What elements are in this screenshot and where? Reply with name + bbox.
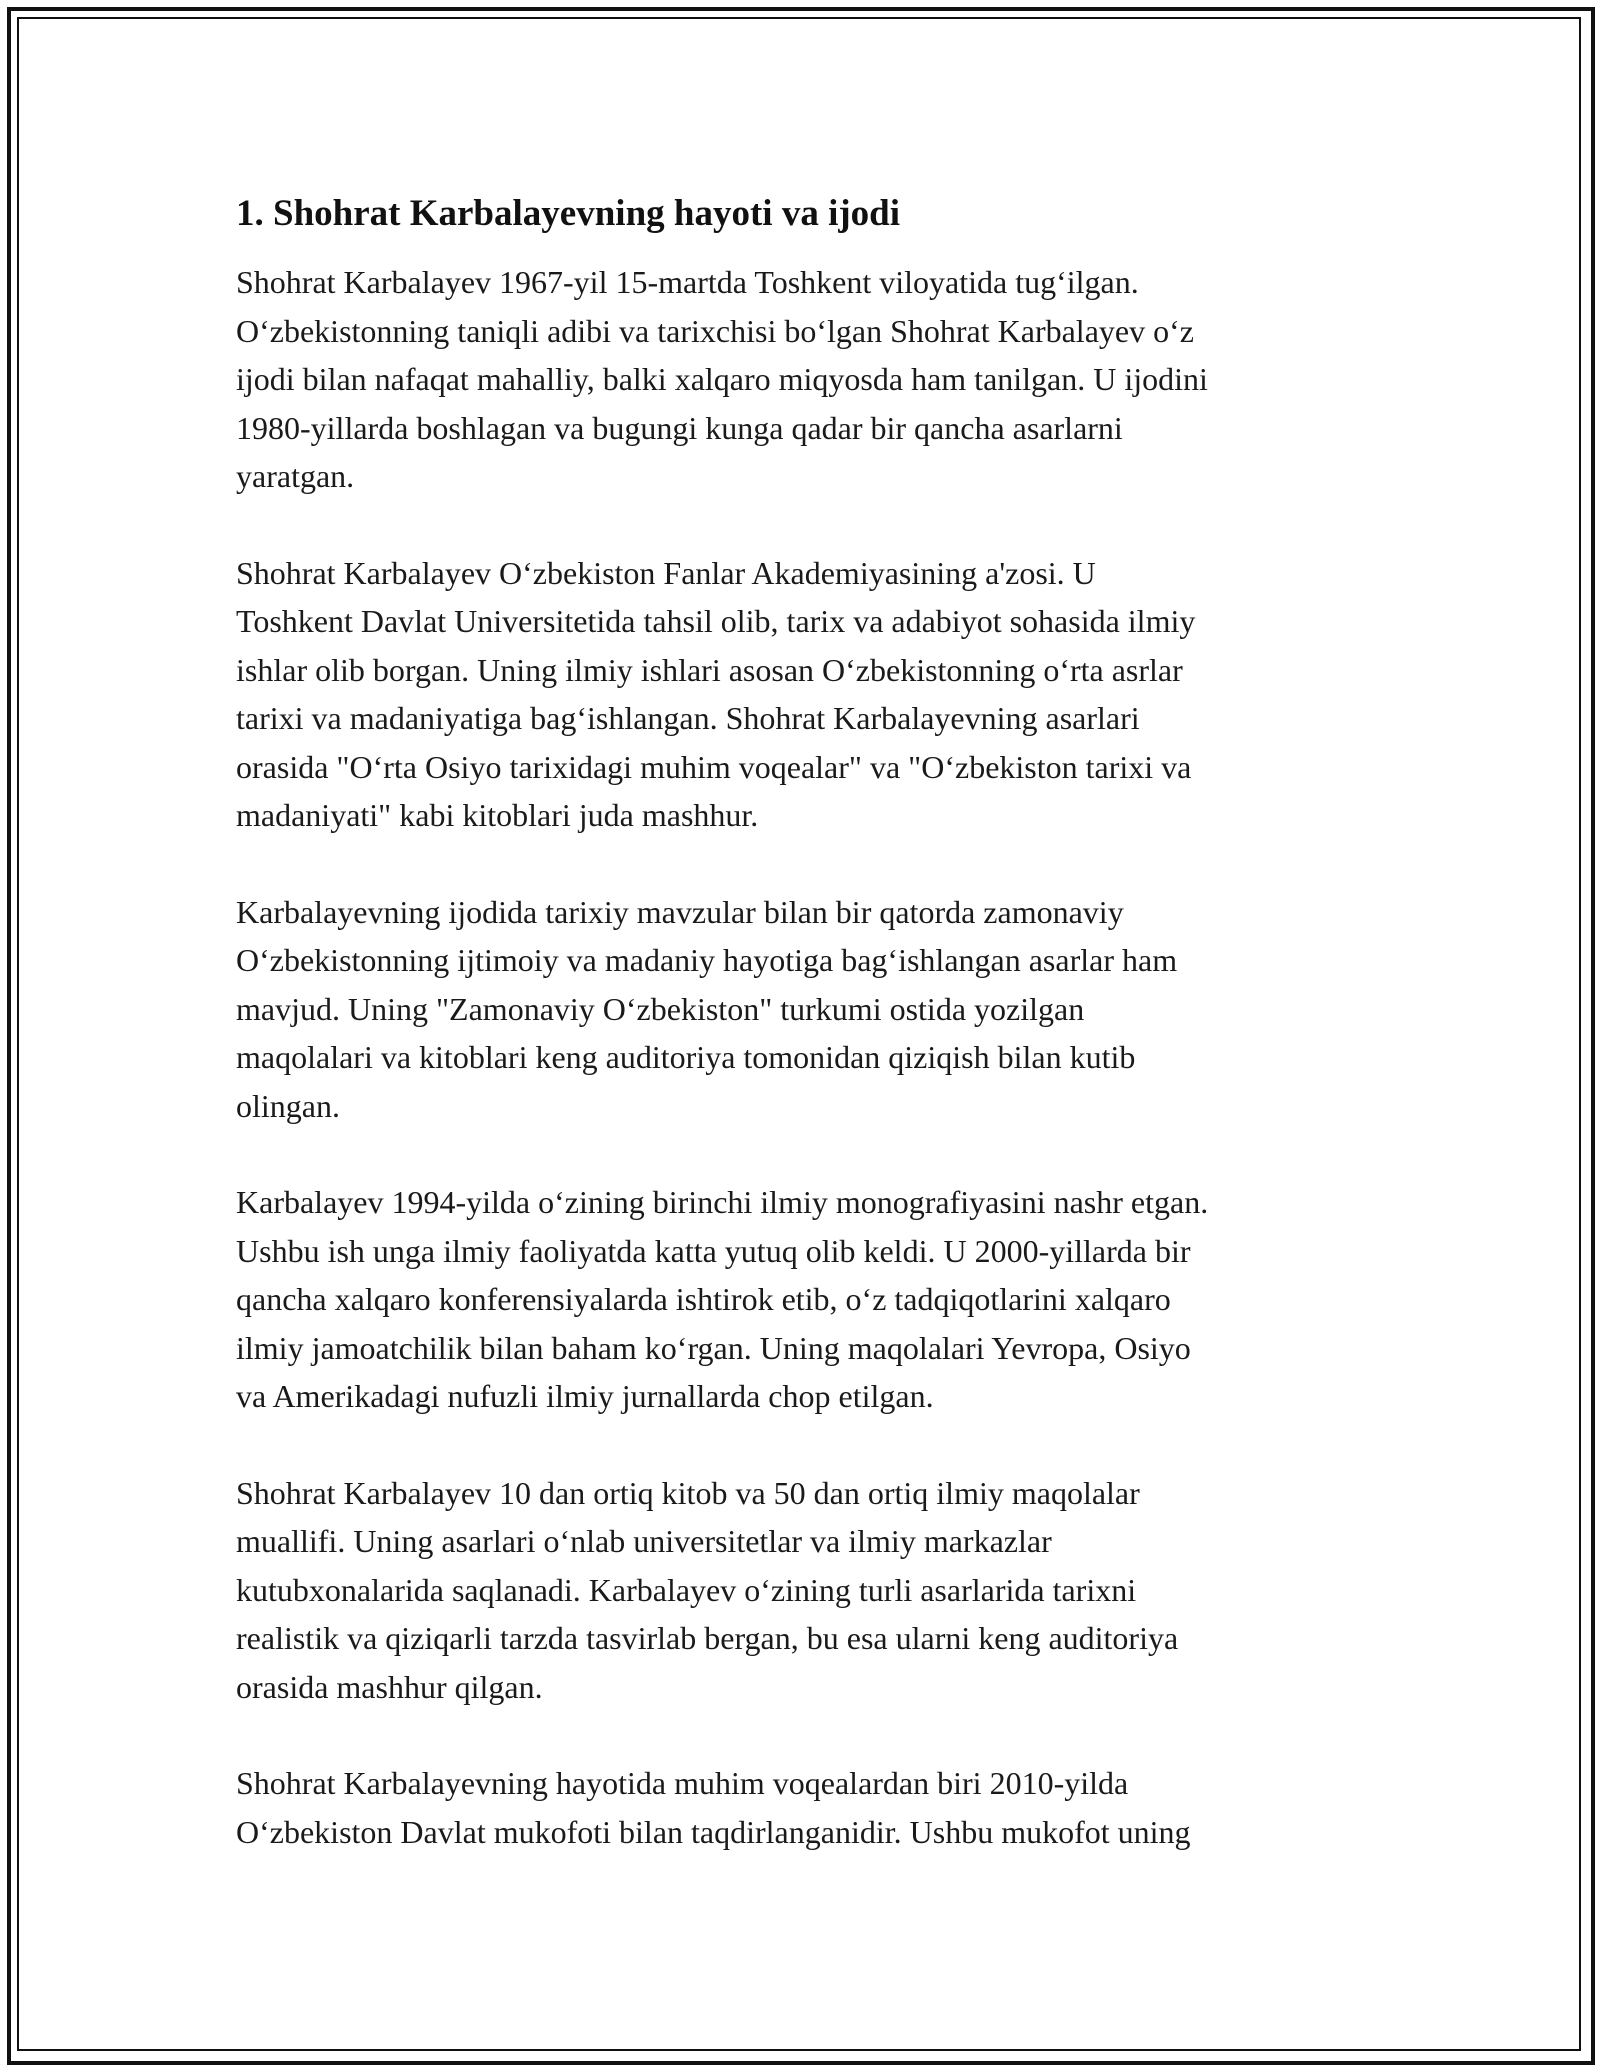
text-line: ishlar olib borgan. Uning ilmiy ishlari asosan O‘zbekistonning o‘rta asrlar — [236, 651, 1183, 688]
text-line: realistik va qiziqarli tarzda tasvirlab bergan, bu esa ularni keng auditoriya — [236, 1620, 1179, 1656]
text-line: olingan. — [236, 1087, 340, 1124]
text-line: kutubxonalarida saqlanadi. Karbalayev o‘zining turli asarlarida tarixni — [236, 1571, 1137, 1608]
text-line: O‘zbekistonning taniqli adibi va tarixchisi bo‘lgan Shohrat Karbalayev o‘z — [236, 312, 1194, 349]
paragraph-4 — [236, 1178, 1376, 1421]
paragraph-3 — [236, 888, 1376, 1131]
text-line: Karbalayevning ijodida tarixiy mavzular bilan bir qatorda zamonaviy — [236, 893, 1124, 930]
paragraph-1 — [236, 258, 1376, 501]
paragraph-6 — [236, 1759, 1376, 1856]
text-line: O‘zbekiston Davlat mukofoti bilan taqdirlanganidir. Ushbu mukofot uning — [236, 1813, 1191, 1850]
text-line: Shohrat Karbalayevning hayotida muhim voqealardan biri 2010-yilda — [236, 1765, 1129, 1801]
section-heading: 1. Shohrat Karbalayevning hayoti va ijodi — [236, 193, 901, 234]
text-line: orasida mashhur qilgan. — [236, 1668, 543, 1705]
text-line: Shohrat Karbalayev O‘zbekiston Fanlar Akademiyasining a'zosi. U — [236, 554, 1096, 591]
document-body — [236, 188, 1376, 1904]
text-line: qancha xalqaro konferensiyalarda ishtirok etib, o‘z tadqiqotlarini xalqaro — [236, 1281, 1171, 1317]
text-line: Shohrat Karbalayev 1967-yil 15-martda Toshkent viloyatida tug‘ilgan. — [236, 264, 1139, 300]
text-line: ijodi bilan nafaqat mahalliy, balki xalqaro miqyosda ham tanilgan. U ijodini — [236, 361, 1208, 397]
text-line: Ushbu ish unga ilmiy faoliyatda katta yutuq olib keldi. U 2000-yillarda bir — [236, 1232, 1191, 1269]
text-line: ilmiy jamoatchilik bilan baham ko‘rgan. Uning maqolalari Yevropa, Osiyo — [236, 1329, 1191, 1366]
text-line: O‘zbekistonning ijtimoiy va madaniy hayotiga bag‘ishlangan asarlar ham — [236, 942, 1178, 978]
text-line: maqolalari va kitoblari keng auditoriya tomonidan qiziqish bilan kutib — [236, 1039, 1136, 1075]
text-line: Shohrat Karbalayev 10 dan ortiq kitob va 50 dan ortiq ilmiy maqolalar — [236, 1474, 1140, 1511]
text-line: mavjud. Uning "Zamonaviy O‘zbekiston" turkumi ostida yozilgan — [236, 990, 1085, 1027]
text-line: madaniyati" kabi kitoblari juda mashhur. — [236, 797, 759, 833]
text-line: 1980-yillarda boshlagan va bugungi kunga qadar bir qancha asarlarni — [236, 409, 1123, 446]
paragraph-2 — [236, 549, 1376, 840]
text-line: orasida "O‘rta Osiyo tarixidagi muhim voqealar" va "O‘zbekiston tarixi va — [236, 748, 1192, 785]
text-line: muallifi. Uning asarlari o‘nlab universitetlar va ilmiy markazlar — [236, 1523, 1052, 1559]
paragraph-5 — [236, 1469, 1376, 1712]
text-line: Karbalayev 1994-yilda o‘zining birinchi ilmiy monografiyasini nashr etgan. — [236, 1184, 1209, 1220]
text-line: va Amerikadagi nufuzli ilmiy jurnallarda chop etilgan. — [236, 1378, 934, 1414]
text-line: tarixi va madaniyatiga bag‘ishlangan. Shohrat Karbalayevning asarlari — [236, 700, 1140, 736]
text-line: Toshkent Davlat Universitetida tahsil olib, tarix va adabiyot sohasida ilmiy — [236, 603, 1196, 639]
text-line: yaratgan. — [236, 458, 355, 494]
